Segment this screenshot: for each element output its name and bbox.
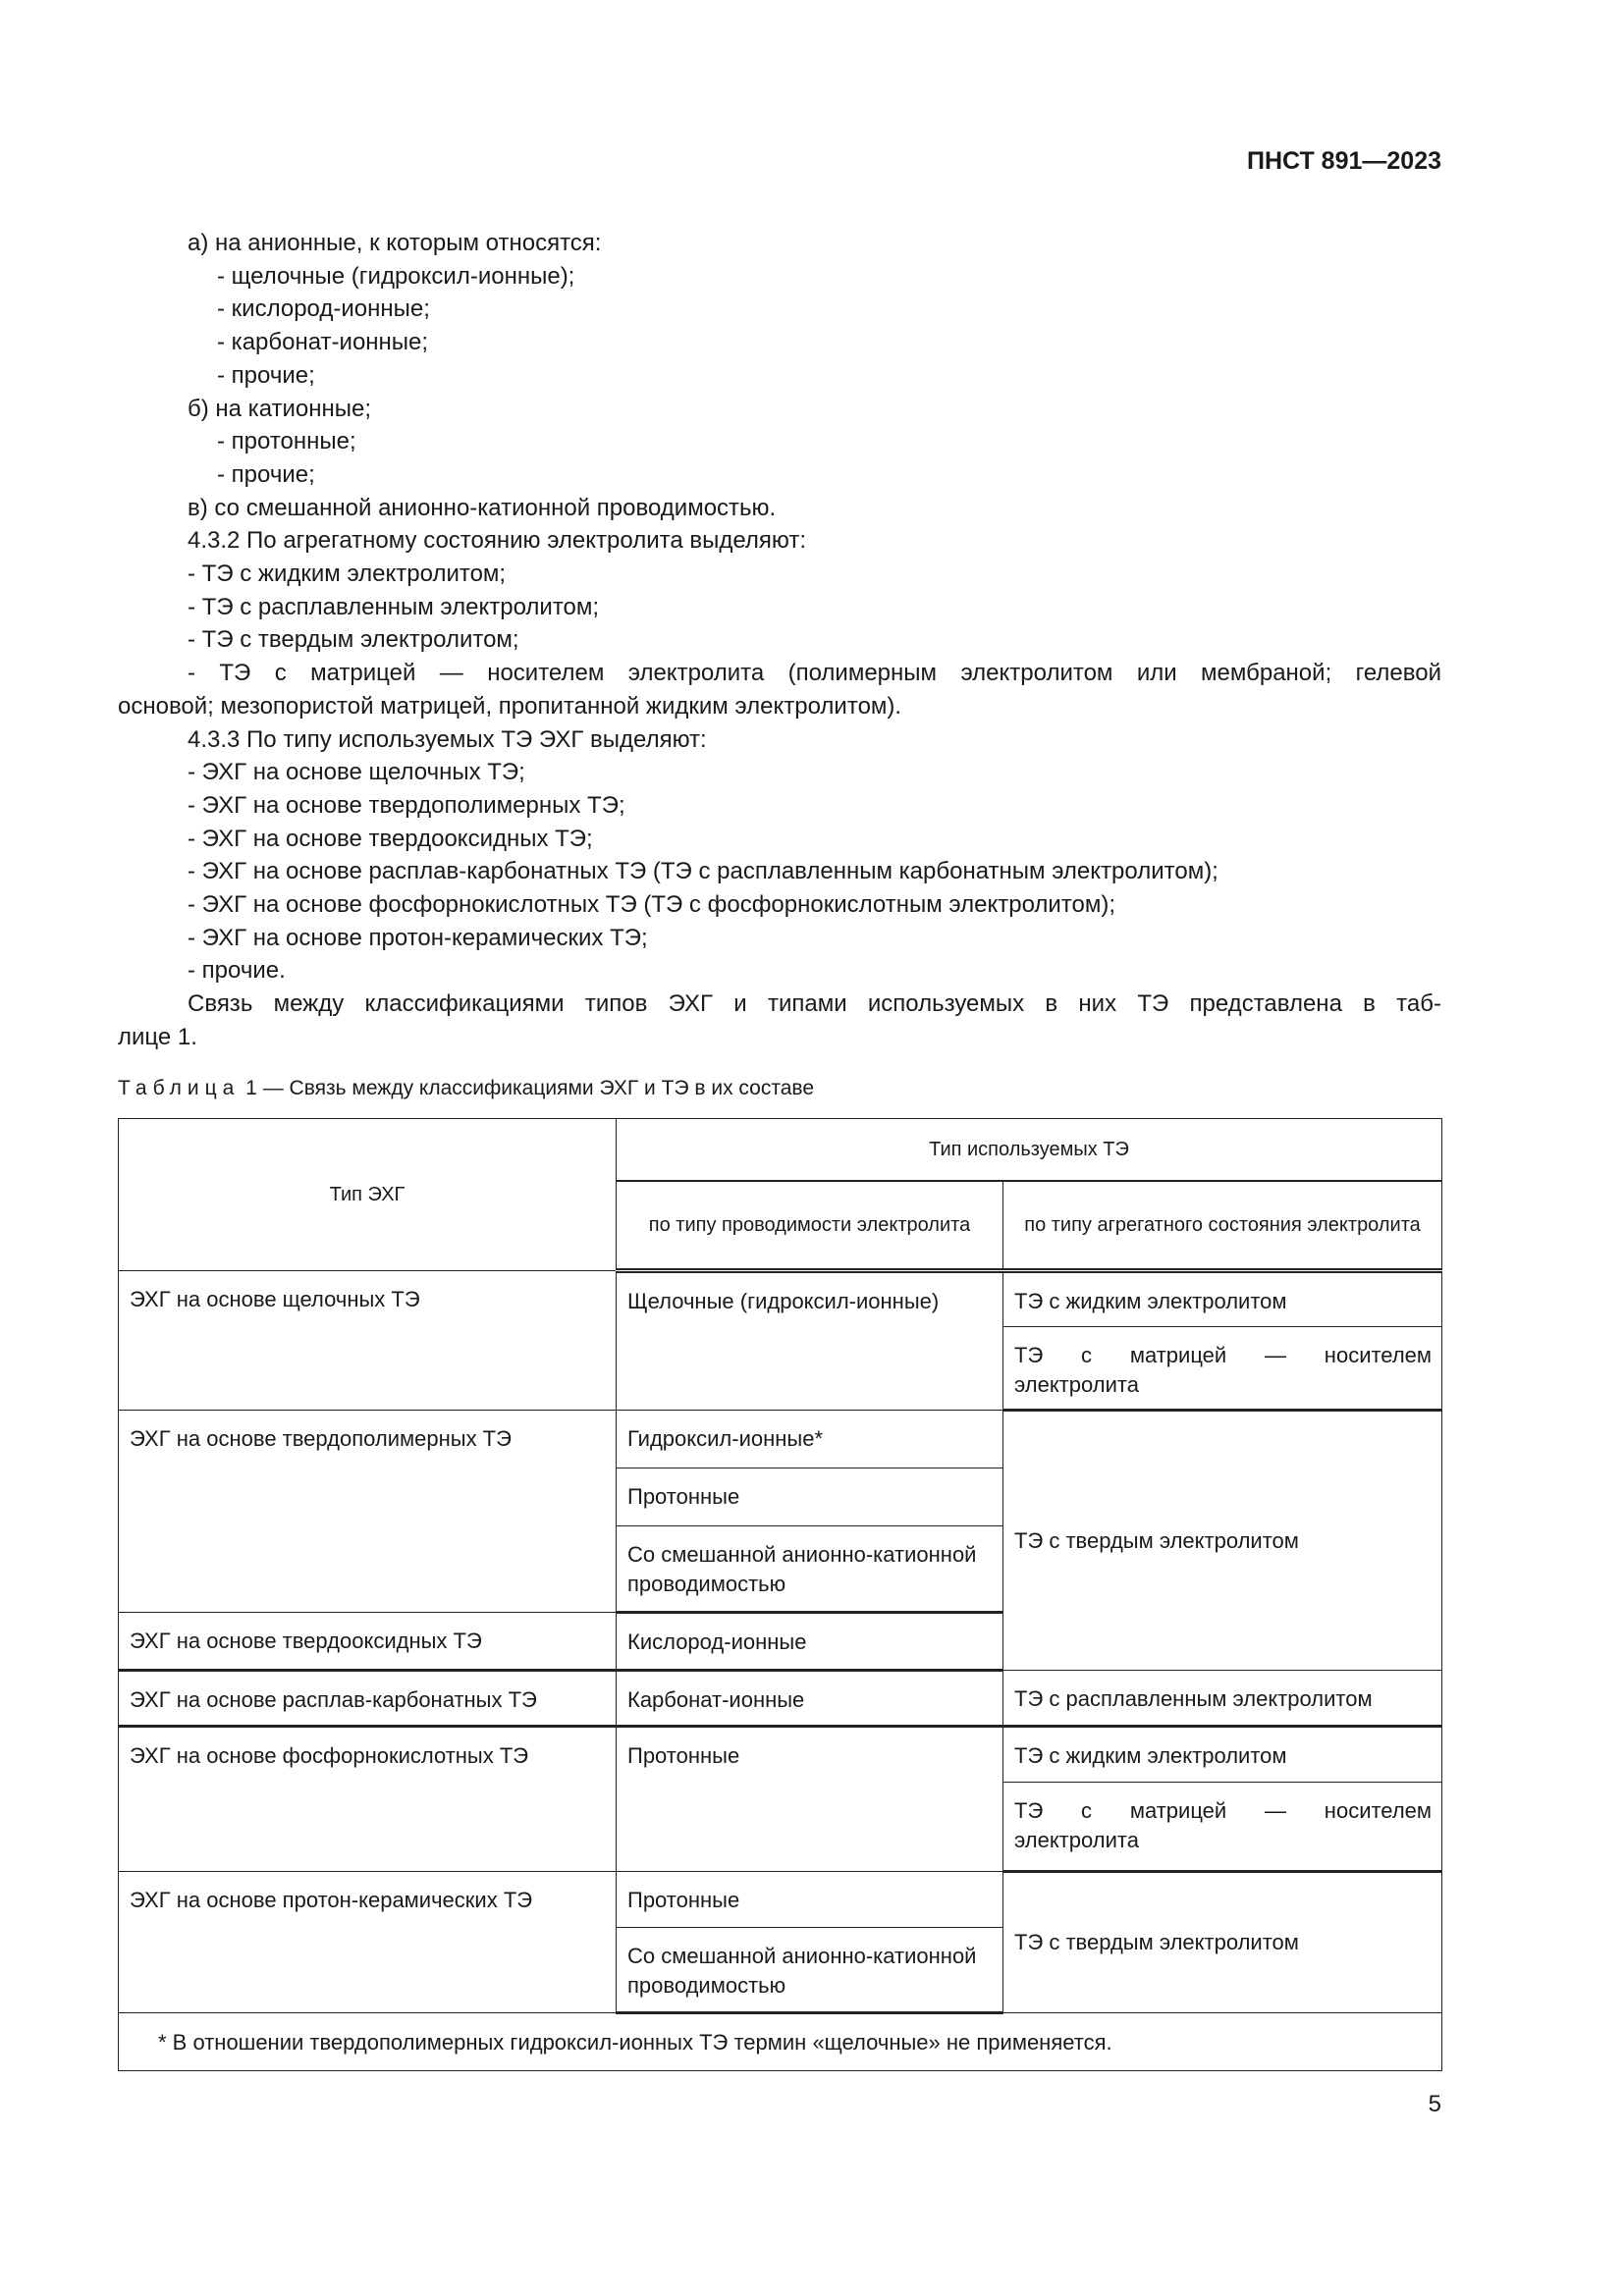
text-line: - карбонат-ионные;: [217, 329, 429, 356]
document-id: ПНСТ 891—2023: [1247, 147, 1441, 175]
table-cell: ЭХГ на основе расплав-карбонатных ТЭ: [119, 1671, 617, 1727]
header-type: Тип ЭХГ: [119, 1119, 617, 1271]
text-line: - прочие;: [217, 460, 315, 488]
text-line: - прочие;: [217, 361, 315, 389]
text-line: - ЭХГ на основе фосфорнокислотных ТЭ (ТЭ с фосфорнокислотным электролитом);: [188, 891, 1116, 919]
text-line: - кислород-ионные;: [217, 295, 430, 323]
text-line: а) на анионные, к которым относятся:: [188, 230, 602, 256]
text-line: - ТЭ с жидким электролитом;: [188, 561, 507, 588]
table-cell: ТЭ с матрицей — носителем электролита: [1003, 1327, 1442, 1411]
text-line: - ЭХГ на основе твердополимерных ТЭ;: [188, 791, 625, 819]
table-cell: Кислород-ионные: [617, 1613, 1003, 1671]
page-number: 5: [1428, 2091, 1441, 2117]
table-cell: Протонные: [617, 1468, 1003, 1526]
text-line: б) на катионные;: [188, 395, 372, 422]
text-line: - ТЭ с матрицей — носителем электролита (полимерным электролитом или мембраной; гелевой: [188, 660, 1441, 687]
text-line: - ЭХГ на основе твердооксидных ТЭ;: [188, 825, 593, 852]
text-line: 4.3.2 По агрегатному состоянию электролита выделяют:: [188, 527, 807, 555]
table-cell: ЭХГ на основе щелочных ТЭ: [119, 1271, 617, 1411]
text-line: - ТЭ с твердым электролитом;: [188, 626, 519, 654]
caption-text: 1 — Связь между классификациями ЭХГ и ТЭ в их составе: [240, 1077, 815, 1099]
table-cell: Карбонат-ионные: [617, 1671, 1003, 1727]
table-cell: Со смешанной анионно-катионной проводимостью: [617, 1928, 1003, 2013]
classification-table: [118, 1118, 1442, 2071]
text-line: 4.3.3 По типу используемых ТЭ ЭХГ выделяют:: [188, 725, 707, 753]
table-cell: ЭХГ на основе твердополимерных ТЭ: [119, 1411, 617, 1613]
text-line: Связь между классификациями типов ЭХГ и типами используемых в них ТЭ представлена в таб-: [188, 990, 1441, 1018]
text-line: - ЭХГ на основе протон-керамических ТЭ;: [188, 924, 648, 951]
table-cell: Гидроксил-ионные*: [617, 1411, 1003, 1468]
text-line: - ЭХГ на основе щелочных ТЭ;: [188, 759, 525, 786]
text-line: - щелочные (гидроксил-ионные);: [217, 262, 575, 290]
table-cell: ТЭ с матрицей — носителем электролита: [1003, 1783, 1442, 1872]
table-cell: Протонные: [617, 1872, 1003, 1928]
table-cell: ТЭ с жидким электролитом: [1003, 1271, 1442, 1327]
table-cell: ТЭ с расплавленным электролитом: [1003, 1671, 1442, 1727]
table-cell: Щелочные (гидроксил-ионные): [617, 1271, 1003, 1411]
header-state: по типу агрегатного состояния электролита: [1003, 1181, 1442, 1271]
table-footnote: * В отношении твердополимерных гидроксил-ионных ТЭ термин «щелочные» не применяется.: [119, 2013, 1442, 2071]
text-line: - протонные;: [217, 428, 356, 455]
caption-label: Таблица: [118, 1077, 241, 1099]
table-cell: ТЭ с твердым электролитом: [1003, 1411, 1442, 1671]
text-line: - прочие.: [188, 957, 286, 985]
text-line: в) со смешанной анионно-катионной проводимостью.: [188, 494, 777, 521]
table-cell: ЭХГ на основе протон-керамических ТЭ: [119, 1872, 617, 2013]
text-line: лице 1.: [118, 1023, 197, 1050]
table-cell: Со смешанной анионно-катионной проводимостью: [617, 1526, 1003, 1613]
text-line: - ТЭ с расплавленным электролитом;: [188, 593, 600, 620]
header-conductivity: по типу проводимости электролита: [617, 1181, 1003, 1271]
text-line: - ЭХГ на основе расплав-карбонатных ТЭ (ТЭ с расплавленным карбонатным электролитом);: [188, 858, 1218, 885]
text-line: основой; мезопористой матрицей, пропитанной жидким электролитом).: [118, 692, 902, 720]
table-cell: ТЭ с жидким электролитом: [1003, 1727, 1442, 1783]
body-text: [118, 227, 1441, 1054]
table-cell: ЭХГ на основе твердооксидных ТЭ: [119, 1613, 617, 1671]
table-cell: ЭХГ на основе фосфорнокислотных ТЭ: [119, 1727, 617, 1872]
table-cell: Протонные: [617, 1727, 1003, 1872]
table-caption: [118, 1077, 814, 1100]
header-used: Тип используемых ТЭ: [617, 1119, 1442, 1181]
table-cell: ТЭ с твердым электролитом: [1003, 1872, 1442, 2013]
